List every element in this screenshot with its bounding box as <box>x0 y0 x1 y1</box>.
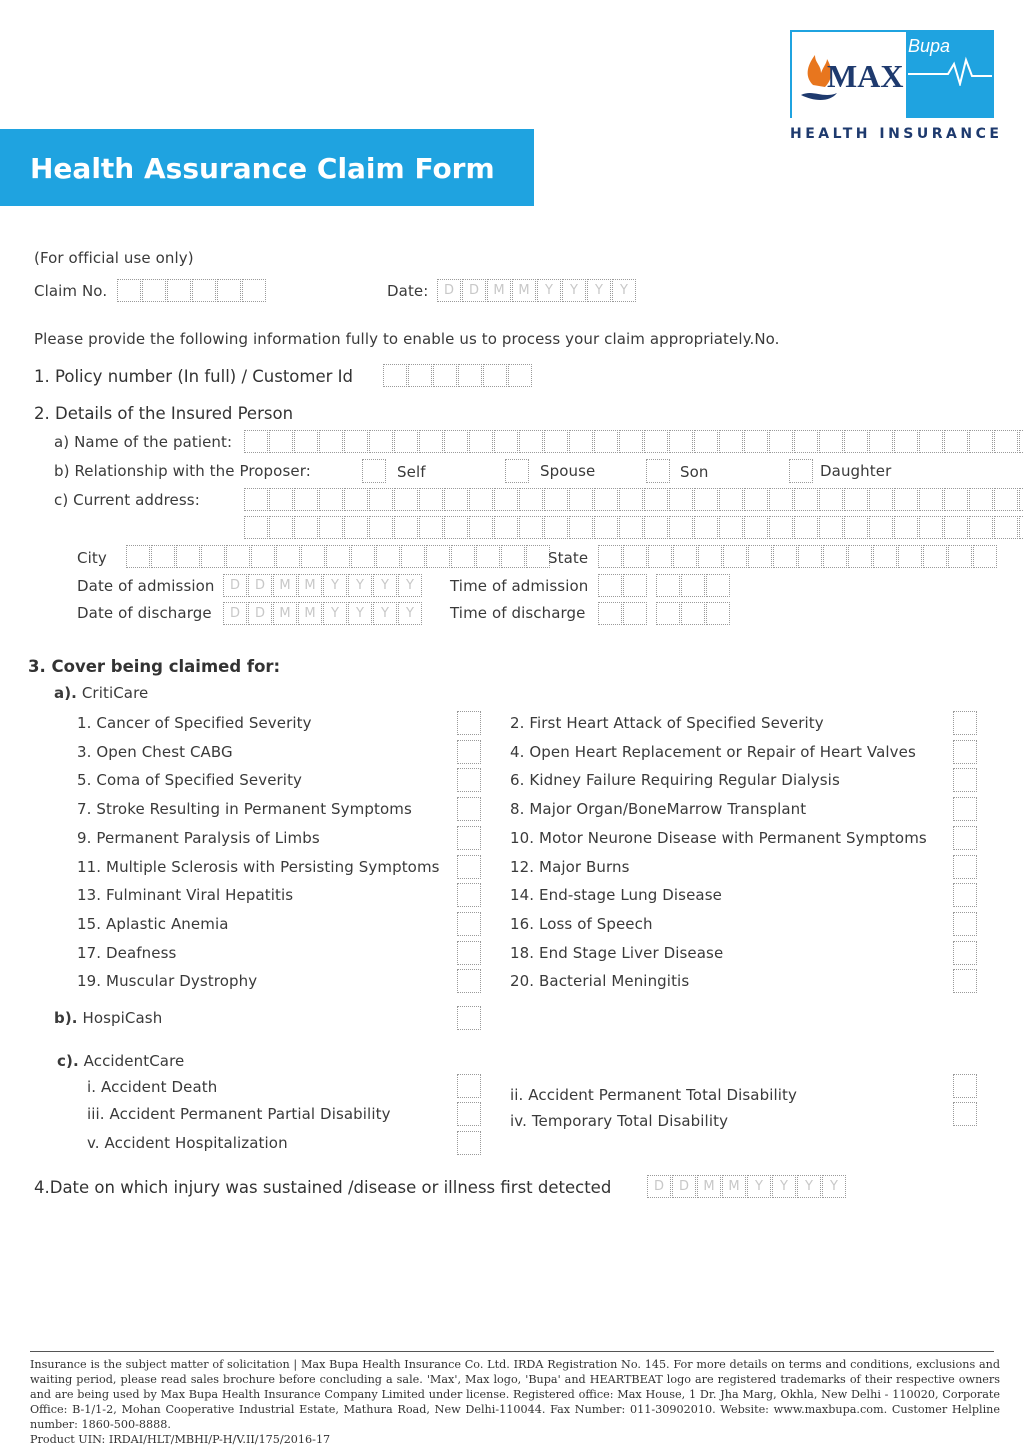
discharge-date-label: Date of discharge <box>77 604 212 622</box>
char-box[interactable] <box>569 516 593 539</box>
criticare-checkbox[interactable] <box>953 740 977 764</box>
char-box[interactable]: Y <box>822 1175 846 1198</box>
char-box[interactable]: M <box>512 279 536 302</box>
char-box[interactable] <box>669 488 693 511</box>
char-box[interactable] <box>819 430 843 453</box>
instruction-text: Please provide the following information fully to enable us to process your claim appropriately.No. <box>34 330 780 348</box>
criticare-item-label: 13. Fulminant Viral Hepatitis <box>77 886 294 904</box>
char-box[interactable] <box>1019 430 1024 453</box>
accident-item-label: i. Accident Death <box>87 1078 218 1096</box>
char-box[interactable] <box>919 488 943 511</box>
char-box[interactable] <box>644 488 668 511</box>
char-box[interactable] <box>451 545 475 568</box>
char-box[interactable] <box>794 488 818 511</box>
address-label: c) Current address: <box>54 491 200 509</box>
char-box[interactable] <box>844 430 868 453</box>
relationship-son-label: Son <box>680 463 709 481</box>
char-box[interactable] <box>444 516 468 539</box>
char-box[interactable] <box>226 545 250 568</box>
char-box[interactable] <box>344 516 368 539</box>
char-box[interactable] <box>598 574 622 597</box>
company-logo <box>790 30 994 118</box>
char-box[interactable]: D <box>223 602 247 625</box>
criticare-item-label: 11. Multiple Sclerosis with Persisting Symptoms <box>77 858 440 876</box>
char-box[interactable] <box>869 516 893 539</box>
char-box[interactable] <box>944 430 968 453</box>
footer-disclaimer <box>30 1357 1000 1447</box>
accident-item-label: iv. Temporary Total Disability <box>510 1112 729 1130</box>
accidentcare-prefix: c). <box>57 1052 79 1070</box>
discharge-time-label: Time of discharge <box>450 604 586 622</box>
char-box[interactable] <box>444 488 468 511</box>
policy-number-field[interactable] <box>383 364 533 387</box>
char-box[interactable] <box>376 545 400 568</box>
city-label: City <box>77 549 107 567</box>
char-box[interactable]: M <box>722 1175 746 1198</box>
char-box[interactable] <box>344 488 368 511</box>
criticare-checkbox[interactable] <box>953 711 977 735</box>
criticare-item-label: 6. Kidney Failure Requiring Regular Dialysis <box>510 771 840 789</box>
char-box[interactable] <box>669 430 693 453</box>
char-box[interactable] <box>669 516 693 539</box>
insured-person-heading: 2. Details of the Insured Person <box>34 404 294 423</box>
relationship-spouse-label: Spouse <box>540 462 596 480</box>
char-box[interactable] <box>644 430 668 453</box>
criticare-item-label: 9. Permanent Paralysis of Limbs <box>77 829 320 847</box>
char-box[interactable]: Y <box>797 1175 821 1198</box>
cover-heading: 3. Cover being claimed for: <box>28 657 281 676</box>
char-box[interactable] <box>744 430 768 453</box>
char-box[interactable] <box>794 516 818 539</box>
char-box[interactable] <box>594 516 618 539</box>
char-box[interactable] <box>483 364 507 387</box>
char-box[interactable] <box>869 488 893 511</box>
char-box[interactable] <box>408 364 432 387</box>
char-box[interactable] <box>919 516 943 539</box>
char-box[interactable]: Y <box>398 574 422 597</box>
char-box[interactable]: M <box>273 574 297 597</box>
char-box[interactable]: Y <box>398 602 422 625</box>
address-line2-field[interactable] <box>244 516 1024 539</box>
char-box[interactable] <box>623 602 647 625</box>
criticare-item-label: 3. Open Chest CABG <box>77 743 233 761</box>
char-box[interactable] <box>126 545 150 568</box>
criticare-item-label: 16. Loss of Speech <box>510 915 653 933</box>
char-box[interactable] <box>744 488 768 511</box>
char-box[interactable] <box>894 430 918 453</box>
char-box[interactable] <box>706 574 730 597</box>
date-label: Date: <box>387 282 429 300</box>
char-box[interactable]: Y <box>348 602 372 625</box>
char-box[interactable] <box>519 430 543 453</box>
char-box[interactable]: Y <box>348 574 372 597</box>
char-box[interactable]: D <box>248 574 272 597</box>
char-box[interactable]: M <box>697 1175 721 1198</box>
logo-max-text: MAX <box>827 58 904 94</box>
char-box[interactable] <box>769 516 793 539</box>
char-box[interactable] <box>819 488 843 511</box>
criticare-item-label: 19. Muscular Dystrophy <box>77 972 258 990</box>
char-box[interactable]: D <box>672 1175 696 1198</box>
char-box[interactable] <box>848 545 872 568</box>
criticare-item-label: 15. Aplastic Anemia <box>77 915 229 933</box>
char-box[interactable] <box>294 516 318 539</box>
char-box[interactable] <box>244 430 268 453</box>
hospicash-heading <box>54 1009 162 1027</box>
relationship-daughter-label: Daughter <box>820 462 892 480</box>
char-box[interactable] <box>394 516 418 539</box>
accident-ppd-checkbox[interactable] <box>457 1102 481 1126</box>
char-box[interactable] <box>419 430 443 453</box>
char-box[interactable] <box>501 545 525 568</box>
char-box[interactable] <box>681 574 705 597</box>
char-box[interactable] <box>201 545 225 568</box>
char-box[interactable] <box>383 364 407 387</box>
criticare-name: CritiCare <box>81 684 149 702</box>
char-box[interactable] <box>623 545 647 568</box>
char-box[interactable] <box>269 516 293 539</box>
char-box[interactable] <box>694 516 718 539</box>
char-box[interactable] <box>519 516 543 539</box>
char-box[interactable]: D <box>462 279 486 302</box>
address-line1-field[interactable] <box>244 488 1024 511</box>
title-banner <box>0 129 534 206</box>
criticare-item-label: 17. Deafness <box>77 944 177 962</box>
char-box[interactable] <box>176 545 200 568</box>
footer-uin: Product UIN: IRDAI/HLT/MBHI/P-H/V.II/175/2016-17 <box>30 1433 331 1446</box>
criticare-item-label: 10. Motor Neurone Disease with Permanent Symptoms <box>510 829 927 847</box>
char-box[interactable]: M <box>487 279 511 302</box>
char-box[interactable] <box>294 488 318 511</box>
char-box[interactable] <box>898 545 922 568</box>
criticare-checkbox[interactable] <box>457 883 481 907</box>
char-box[interactable] <box>619 516 643 539</box>
criticare-checkbox[interactable] <box>457 797 481 821</box>
injury-date-field[interactable] <box>647 1175 847 1198</box>
char-box[interactable] <box>694 488 718 511</box>
char-box[interactable] <box>844 516 868 539</box>
char-box[interactable] <box>569 488 593 511</box>
char-box[interactable] <box>508 364 532 387</box>
char-box[interactable] <box>719 488 743 511</box>
char-box[interactable] <box>569 430 593 453</box>
char-box[interactable]: Y <box>537 279 561 302</box>
criticare-checkbox[interactable] <box>953 941 977 965</box>
accident-ttd-checkbox[interactable] <box>953 1102 977 1126</box>
char-box[interactable] <box>673 545 697 568</box>
criticare-heading <box>54 684 148 702</box>
char-box[interactable] <box>694 430 718 453</box>
char-box[interactable] <box>598 545 622 568</box>
char-box[interactable] <box>1019 488 1024 511</box>
char-box[interactable] <box>744 516 768 539</box>
footer-text: Insurance is the subject matter of solicitation | Max Bupa Health Insurance Co. Ltd. IRDA Registration No. 145. For more details on terms and conditions, exclusions and waiting period, please read sales brochure before concluding a sale. 'Max', Max logo, 'Bupa' and HEARTBEAT logo are registered trademarks of their respective owners and are being used by Max Bupa Health Insurance Company Limited under license. Registered office: Max House, 1 Dr. Jha Marg, Okhla, New Delhi - 110020, Corporate Office: B-1/1-2, Mohan Cooperative Industrial Estate, Mathura Road, New Delhi-110044. Fax Number: 011-30902010. Website: www.maxbupa.com. Customer Helpline number: 1860-500-8888. <box>30 1358 1000 1431</box>
criticare-checkbox[interactable] <box>953 768 977 792</box>
char-box[interactable] <box>623 574 647 597</box>
patient-name-field[interactable] <box>244 430 1024 453</box>
hospicash-name: HospiCash <box>82 1009 163 1027</box>
heartbeat-icon <box>908 56 992 86</box>
char-box[interactable]: Y <box>772 1175 796 1198</box>
criticare-item-label: 7. Stroke Resulting in Permanent Symptoms <box>77 800 412 818</box>
char-box[interactable] <box>819 516 843 539</box>
criticare-checkbox[interactable] <box>457 826 481 850</box>
char-box[interactable]: D <box>437 279 461 302</box>
admission-date-label: Date of admission <box>77 577 215 595</box>
criticare-checkbox[interactable] <box>457 969 481 993</box>
char-box[interactable] <box>656 574 680 597</box>
criticare-item-label: 4. Open Heart Replacement or Repair of Heart Valves <box>510 743 916 761</box>
injury-date-label: 4.Date on which injury was sustained /disease or illness first detected <box>34 1178 612 1197</box>
char-box[interactable] <box>706 602 730 625</box>
char-box[interactable] <box>117 279 141 302</box>
char-box[interactable] <box>544 430 568 453</box>
char-box[interactable]: Y <box>323 574 347 597</box>
char-box[interactable] <box>494 430 518 453</box>
char-box[interactable] <box>276 545 300 568</box>
page-title: Health Assurance Claim Form <box>30 152 495 185</box>
admission-time-field[interactable] <box>598 574 731 597</box>
char-box[interactable]: Y <box>587 279 611 302</box>
char-box[interactable] <box>598 602 622 625</box>
char-box[interactable] <box>594 430 618 453</box>
char-box[interactable] <box>192 279 216 302</box>
char-box[interactable] <box>656 602 680 625</box>
char-box[interactable] <box>319 430 343 453</box>
char-box[interactable]: D <box>647 1175 671 1198</box>
char-box[interactable] <box>242 279 266 302</box>
char-box[interactable] <box>419 516 443 539</box>
char-box[interactable] <box>394 488 418 511</box>
accident-item-label: ii. Accident Permanent Total Disability <box>510 1086 797 1104</box>
admission-time-label: Time of admission <box>450 577 589 595</box>
hospicash-prefix: b). <box>54 1009 78 1027</box>
char-box[interactable] <box>798 545 822 568</box>
claim-no-label: Claim No. <box>34 282 108 300</box>
char-box[interactable]: M <box>273 602 297 625</box>
relationship-son-checkbox[interactable] <box>646 459 670 483</box>
criticare-checkbox[interactable] <box>953 826 977 850</box>
char-box[interactable] <box>469 430 493 453</box>
char-box[interactable] <box>301 545 325 568</box>
criticare-checkbox[interactable] <box>953 797 977 821</box>
char-box[interactable] <box>969 516 993 539</box>
logo-tagline: HEALTH INSURANCE <box>790 126 1003 142</box>
char-box[interactable] <box>458 364 482 387</box>
char-box[interactable] <box>494 516 518 539</box>
char-box[interactable] <box>844 488 868 511</box>
char-box[interactable] <box>394 430 418 453</box>
char-box[interactable]: M <box>298 574 322 597</box>
criticare-prefix: a). <box>54 684 77 702</box>
char-box[interactable] <box>344 430 368 453</box>
accidentcare-heading <box>57 1052 184 1070</box>
hospicash-checkbox[interactable] <box>457 1006 481 1030</box>
accident-item-label: iii. Accident Permanent Partial Disability <box>87 1105 391 1123</box>
accident-death-checkbox[interactable] <box>457 1074 481 1098</box>
char-box[interactable] <box>142 279 166 302</box>
criticare-checkbox[interactable] <box>953 855 977 879</box>
char-box[interactable] <box>748 545 772 568</box>
char-box[interactable] <box>319 516 343 539</box>
char-box[interactable] <box>351 545 375 568</box>
discharge-date-field[interactable] <box>223 602 423 625</box>
char-box[interactable] <box>519 488 543 511</box>
char-box[interactable] <box>369 430 393 453</box>
char-box[interactable] <box>433 364 457 387</box>
flame-icon <box>793 33 905 117</box>
char-box[interactable] <box>544 516 568 539</box>
relationship-label: b) Relationship with the Proposer: <box>54 462 311 480</box>
char-box[interactable] <box>923 545 947 568</box>
char-box[interactable] <box>526 545 550 568</box>
char-box[interactable] <box>823 545 847 568</box>
criticare-checkbox[interactable] <box>953 883 977 907</box>
char-box[interactable] <box>969 488 993 511</box>
char-box[interactable] <box>369 516 393 539</box>
char-box[interactable]: Y <box>747 1175 771 1198</box>
official-use-note: (For official use only) <box>34 249 194 267</box>
criticare-checkbox[interactable] <box>457 941 481 965</box>
logo-white-panel <box>792 32 906 118</box>
char-box[interactable] <box>319 488 343 511</box>
char-box[interactable] <box>723 545 747 568</box>
char-box[interactable] <box>469 516 493 539</box>
criticare-checkbox[interactable] <box>457 740 481 764</box>
logo-bupa-text: Bupa <box>908 36 951 56</box>
char-box[interactable] <box>648 545 672 568</box>
char-box[interactable] <box>469 488 493 511</box>
char-box[interactable] <box>944 516 968 539</box>
char-box[interactable] <box>773 545 797 568</box>
criticare-checkbox[interactable] <box>457 768 481 792</box>
char-box[interactable]: D <box>223 574 247 597</box>
char-box[interactable] <box>644 516 668 539</box>
char-box[interactable] <box>919 430 943 453</box>
char-box[interactable] <box>151 545 175 568</box>
criticare-checkbox[interactable] <box>457 711 481 735</box>
relationship-daughter-checkbox[interactable] <box>789 459 813 483</box>
discharge-time-field[interactable] <box>598 602 731 625</box>
admission-date-field[interactable] <box>223 574 423 597</box>
relationship-spouse-checkbox[interactable] <box>505 459 529 483</box>
char-box[interactable] <box>719 516 743 539</box>
char-box[interactable] <box>476 545 500 568</box>
relationship-self-checkbox[interactable] <box>362 459 386 483</box>
policy-number-label: 1. Policy number (In full) / Customer Id <box>34 367 353 386</box>
criticare-item-label: 8. Major Organ/BoneMarrow Transplant <box>510 800 807 818</box>
char-box[interactable] <box>494 488 518 511</box>
char-box[interactable] <box>594 488 618 511</box>
char-box[interactable] <box>698 545 722 568</box>
char-box[interactable] <box>244 516 268 539</box>
char-box[interactable] <box>869 430 893 453</box>
footer-divider <box>30 1351 994 1352</box>
char-box[interactable]: Y <box>612 279 636 302</box>
char-box[interactable] <box>419 488 443 511</box>
char-box[interactable] <box>719 430 743 453</box>
char-box[interactable] <box>969 430 993 453</box>
accident-ptd-checkbox[interactable] <box>953 1074 977 1098</box>
char-box[interactable] <box>994 516 1018 539</box>
char-box[interactable] <box>369 488 393 511</box>
char-box[interactable]: Y <box>562 279 586 302</box>
claim-no-field[interactable] <box>117 279 267 302</box>
criticare-checkbox[interactable] <box>457 855 481 879</box>
char-box[interactable] <box>426 545 450 568</box>
accident-hospitalization-checkbox[interactable] <box>457 1131 481 1155</box>
char-box[interactable] <box>944 488 968 511</box>
char-box[interactable] <box>894 488 918 511</box>
char-box[interactable] <box>994 488 1018 511</box>
accident-item-label: v. Accident Hospitalization <box>87 1134 288 1152</box>
criticare-checkbox[interactable] <box>457 912 481 936</box>
criticare-item-label: 20. Bacterial Meningitis <box>510 972 690 990</box>
criticare-item-label: 18. End Stage Liver Disease <box>510 944 724 962</box>
char-box[interactable]: Y <box>373 602 397 625</box>
accidentcare-name: AccidentCare <box>83 1052 185 1070</box>
char-box[interactable] <box>269 488 293 511</box>
criticare-checkbox[interactable] <box>953 912 977 936</box>
char-box[interactable] <box>1019 516 1024 539</box>
char-box[interactable] <box>244 488 268 511</box>
char-box[interactable] <box>217 279 241 302</box>
char-box[interactable] <box>167 279 191 302</box>
criticare-checkbox[interactable] <box>953 969 977 993</box>
char-box[interactable] <box>794 430 818 453</box>
city-field[interactable] <box>126 545 551 568</box>
char-box[interactable]: Y <box>373 574 397 597</box>
char-box[interactable] <box>544 488 568 511</box>
relationship-self-label: Self <box>397 463 426 481</box>
patient-name-label: a) Name of the patient: <box>54 433 233 451</box>
criticare-item-label: 14. End-stage Lung Disease <box>510 886 722 904</box>
state-label: State <box>548 549 589 567</box>
char-box[interactable] <box>444 430 468 453</box>
criticare-item-label: 12. Major Burns <box>510 858 630 876</box>
char-box[interactable] <box>401 545 425 568</box>
char-box[interactable]: Y <box>323 602 347 625</box>
char-box[interactable] <box>894 516 918 539</box>
char-box[interactable] <box>326 545 350 568</box>
char-box[interactable]: M <box>298 602 322 625</box>
char-box[interactable] <box>681 602 705 625</box>
char-box[interactable] <box>769 488 793 511</box>
char-box[interactable] <box>994 430 1018 453</box>
official-date-field[interactable] <box>437 279 637 302</box>
char-box[interactable] <box>769 430 793 453</box>
char-box[interactable] <box>294 430 318 453</box>
char-box[interactable] <box>251 545 275 568</box>
criticare-item-label: 5. Coma of Specified Severity <box>77 771 303 789</box>
char-box[interactable] <box>873 545 897 568</box>
char-box[interactable] <box>269 430 293 453</box>
criticare-item-label: 1. Cancer of Specified Severity <box>77 714 312 732</box>
char-box[interactable] <box>619 430 643 453</box>
char-box[interactable]: D <box>248 602 272 625</box>
criticare-item-label: 2. First Heart Attack of Specified Severity <box>510 714 824 732</box>
char-box[interactable] <box>619 488 643 511</box>
char-box[interactable] <box>948 545 972 568</box>
state-field[interactable] <box>598 545 998 568</box>
char-box[interactable] <box>973 545 997 568</box>
